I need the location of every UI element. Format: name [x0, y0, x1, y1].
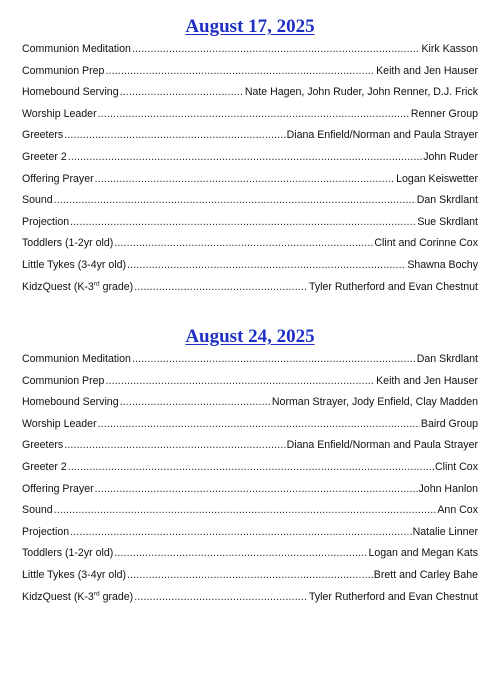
schedule-section-august-17	[22, 14, 478, 302]
role-label-main: KidzQuest (K-3	[22, 280, 94, 293]
role-label: Projection	[22, 215, 70, 228]
role-label: Greeter 2	[22, 460, 67, 473]
assignment-row	[22, 86, 478, 108]
role-label	[22, 591, 133, 603]
assignment-row	[22, 281, 478, 303]
role-label: Offering Prayer	[22, 172, 94, 185]
role-label: Little Tykes (3-4yr old)	[22, 258, 127, 271]
assignment-row	[22, 461, 478, 483]
dot-leader	[64, 439, 285, 451]
role-label	[22, 281, 133, 293]
role-label: Worship Leader	[22, 417, 97, 430]
dot-leader	[120, 86, 244, 98]
assignment-row	[22, 65, 478, 87]
dot-leader	[105, 65, 375, 77]
dot-leader	[70, 526, 412, 538]
assignment-row	[22, 396, 478, 418]
assignee-names: Logan and Megan Kats	[368, 547, 478, 560]
assignment-list	[22, 353, 478, 612]
assignee-names: Renner Group	[410, 107, 478, 120]
dot-leader	[95, 483, 418, 495]
assignee-names: Diana Enfield/Norman and Paula Strayer	[286, 439, 478, 452]
assignee-names: Tyler Rutherford and Evan Chestnut	[308, 280, 478, 293]
assignment-list	[22, 43, 478, 302]
dot-leader	[64, 129, 285, 141]
assignee-names: Dan Skrdlant	[416, 353, 478, 365]
dot-leader	[134, 281, 308, 293]
assignment-row	[22, 43, 478, 65]
assignment-row	[22, 151, 478, 173]
dot-leader	[127, 569, 373, 581]
assignment-row	[22, 418, 478, 440]
role-label: Homebound Serving	[22, 86, 119, 99]
assignment-row	[22, 439, 478, 461]
assignee-names: Diana Enfield/Norman and Paula Strayer	[286, 129, 478, 142]
role-label: Greeters	[22, 129, 64, 142]
assignment-row	[22, 216, 478, 238]
assignment-row	[22, 375, 478, 397]
role-label: Offering Prayer	[22, 482, 94, 495]
dot-leader	[132, 43, 421, 55]
role-label-tail: grade)	[99, 280, 134, 293]
assignment-row	[22, 547, 478, 569]
assignee-names: Tyler Rutherford and Evan Chestnut	[308, 590, 478, 603]
dot-leader	[114, 547, 367, 559]
assignment-row	[22, 237, 478, 259]
assignment-row	[22, 504, 478, 526]
assignee-names: Clint Cox	[435, 460, 478, 473]
assignee-names: Brett and Carley Bahe	[373, 568, 478, 581]
assignment-row	[22, 194, 478, 216]
assignment-row	[22, 173, 478, 195]
assignment-row	[22, 591, 478, 613]
assignee-names: Sue Skrdlant	[417, 215, 478, 228]
assignee-names: John Hanlon	[418, 482, 478, 495]
assignee-names: Logan Keiswetter	[396, 172, 478, 185]
dot-leader	[127, 259, 406, 271]
ordinal-suffix: rd	[93, 590, 100, 597]
dot-leader	[54, 194, 416, 206]
assignee-names: Keith and Jen Hauser	[376, 64, 478, 77]
assignee-names: Ann Cox	[437, 504, 478, 517]
ordinal-suffix: rd	[93, 280, 100, 287]
assignment-row	[22, 526, 478, 548]
dot-leader	[105, 375, 375, 387]
assignee-names: Keith and Jen Hauser	[376, 374, 478, 387]
schedule-section-august-24	[22, 324, 478, 612]
dot-leader	[54, 504, 437, 516]
role-label: Little Tykes (3-4yr old)	[22, 568, 127, 581]
role-label: Projection	[22, 525, 70, 538]
dot-leader	[98, 418, 420, 430]
dot-leader	[70, 216, 416, 228]
assignee-names: Baird Group	[420, 417, 478, 430]
role-label: Greeter 2	[22, 150, 67, 163]
dot-leader	[68, 461, 434, 473]
dot-leader	[98, 108, 410, 120]
assignment-row	[22, 129, 478, 151]
role-label-tail: grade)	[99, 590, 134, 603]
assignment-row	[22, 259, 478, 281]
section-heading: August 17, 2025	[185, 16, 315, 37]
assignee-names: Natalie Linner	[412, 525, 478, 538]
assignee-names: Nate Hagen, John Ruder, John Renner, D.J. Frick	[244, 86, 478, 99]
role-label: Toddlers (1-2yr old)	[22, 237, 114, 250]
dot-leader	[68, 151, 422, 163]
dot-leader	[120, 396, 271, 408]
role-label: Communion Meditation	[22, 43, 131, 55]
assignee-names: Dan Skrdlant	[416, 194, 478, 207]
role-label-main: KidzQuest (K-3	[22, 590, 94, 603]
assignment-row	[22, 483, 478, 505]
role-label: Sound	[22, 504, 53, 517]
role-label: Homebound Serving	[22, 396, 119, 409]
role-label: Sound	[22, 194, 53, 207]
role-label: Toddlers (1-2yr old)	[22, 547, 114, 560]
role-label: Greeters	[22, 439, 64, 452]
dot-leader	[134, 591, 308, 603]
role-label: Communion Prep	[22, 374, 105, 387]
role-label: Worship Leader	[22, 107, 97, 120]
assignment-row	[22, 353, 478, 375]
assignee-names: Clint and Corinne Cox	[374, 237, 478, 250]
assignee-names: Kirk Kasson	[421, 43, 478, 55]
dot-leader	[132, 353, 416, 365]
role-label: Communion Meditation	[22, 353, 131, 365]
dot-leader	[114, 237, 373, 249]
assignee-names: John Ruder	[423, 150, 478, 163]
section-heading: August 24, 2025	[185, 326, 315, 347]
assignment-row	[22, 108, 478, 130]
assignee-names: Shawna Bochy	[407, 258, 478, 271]
role-label: Communion Prep	[22, 64, 105, 77]
dot-leader	[95, 173, 396, 185]
assignment-row	[22, 569, 478, 591]
assignee-names: Norman Strayer, Jody Enfield, Clay Madden	[271, 396, 478, 409]
